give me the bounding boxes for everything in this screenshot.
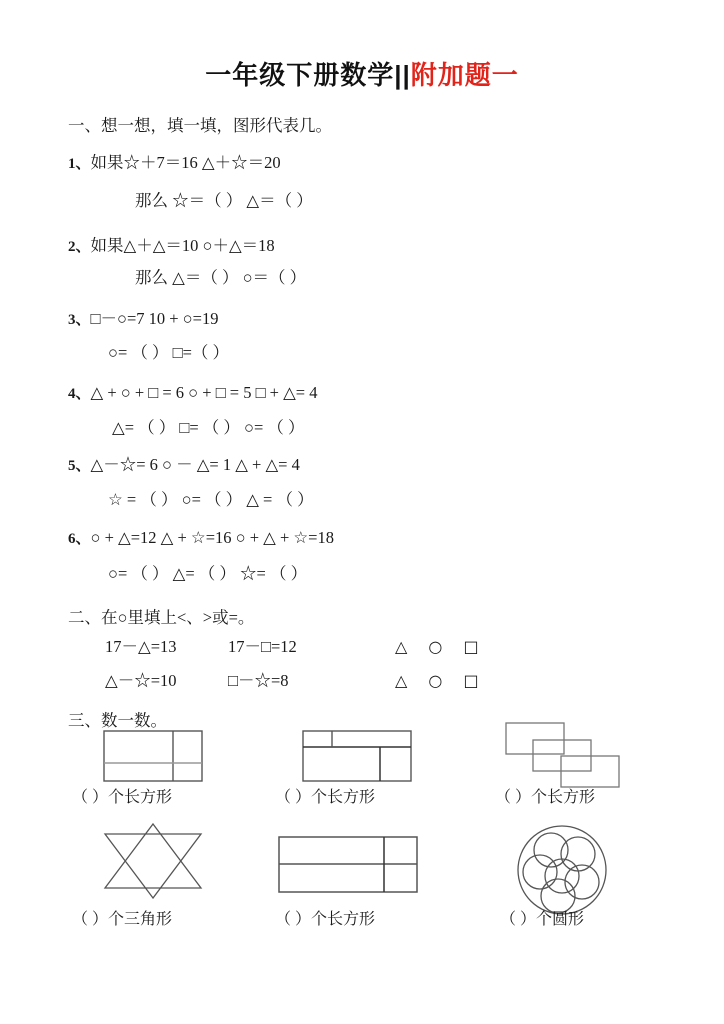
figure-circle-with-inner-circles <box>516 824 608 916</box>
section1-item-4-line1 <box>68 385 318 402</box>
section2-row-2-eq2: □－☆=8 <box>228 671 289 690</box>
section1-item-2-line2[interactable]: 那么 △＝（ ） ○＝（ ） <box>135 268 307 287</box>
section1-item-5-line1 <box>68 457 300 474</box>
section1-item-3-line2[interactable]: ○= （ ） □=（ ） <box>108 343 230 362</box>
figure-caption-3[interactable]: （ ）个长方形 <box>495 789 596 806</box>
item-index: 5、 <box>68 458 91 474</box>
item-index: 1、 <box>68 156 91 172</box>
item-index: 3、 <box>68 312 91 328</box>
section1-item-2-line1 <box>68 238 275 255</box>
page-title-black: 一年级下册数学|| <box>205 60 411 90</box>
page-title-red: 附加题一 <box>410 60 519 90</box>
section1-item-4-line2[interactable]: △= （ ） □= （ ） ○= （ ） <box>112 418 305 437</box>
section1-item-5-line2[interactable]: ☆ = （ ） ○= （ ） △ = （ ） <box>108 490 314 509</box>
figure-rect-split-2 <box>302 730 412 782</box>
figure-three-overlapping-rects <box>505 722 623 788</box>
figure-caption-5[interactable]: （ ）个长方形 <box>275 911 376 928</box>
figure-caption-2[interactable]: （ ）个长方形 <box>275 789 376 806</box>
figure-rect-split-1 <box>103 730 203 782</box>
item-index: 2、 <box>68 239 91 255</box>
section1-item-6-line1 <box>68 530 334 547</box>
item-content: 如果☆＋7＝16 △＋☆＝20 <box>90 153 281 172</box>
section2-row-2-eq1: △－☆=10 <box>105 671 177 690</box>
section1-item-1-line2[interactable]: 那么 ☆＝（ ） △＝（ ） <box>135 191 313 210</box>
item-content: ○ + △=12 △ + ☆=16 ○ + △ + ☆=18 <box>90 528 334 547</box>
item-content: △－☆= 6 ○ － △= 1 △ + △= 4 <box>90 455 300 474</box>
section2-row-2-compare[interactable]: △ ○ □ <box>395 671 487 690</box>
section1-heading: 一、想一想，填一填，图形代表几。 <box>68 116 332 135</box>
figure-caption-1[interactable]: （ ）个长方形 <box>72 789 173 806</box>
figure-six-pointed-star <box>97 822 209 900</box>
section2-heading: 二、在○里填上<、>或=。 <box>68 608 255 627</box>
section2-row-1-compare[interactable]: △ ○ □ <box>395 637 487 656</box>
section1-item-6-line2[interactable]: ○= （ ） △= （ ） ☆= （ ） <box>108 564 308 583</box>
section1-item-1-line1 <box>68 155 281 172</box>
figure-caption-6[interactable]: （ ）个圆形 <box>500 911 585 928</box>
item-index: 4、 <box>68 386 91 402</box>
section3-heading: 三、数一数。 <box>68 711 167 730</box>
item-index: 6、 <box>68 531 91 547</box>
figure-rect-split-3 <box>278 836 418 893</box>
page-title <box>0 0 724 91</box>
item-content: 如果△＋△＝10 ○＋△＝18 <box>90 236 275 255</box>
section1-item-3-line1 <box>68 311 218 328</box>
section2-row-1-eq2: 17－□=12 <box>228 637 297 656</box>
item-content: □－○=7 10 + ○=19 <box>90 309 219 328</box>
section2-row-1-eq1: 17－△=13 <box>105 637 177 656</box>
item-content: △ + ○ + □ = 6 ○ + □ = 5 □ + △= 4 <box>90 383 318 402</box>
figure-caption-4[interactable]: （ ）个三角形 <box>72 911 173 928</box>
